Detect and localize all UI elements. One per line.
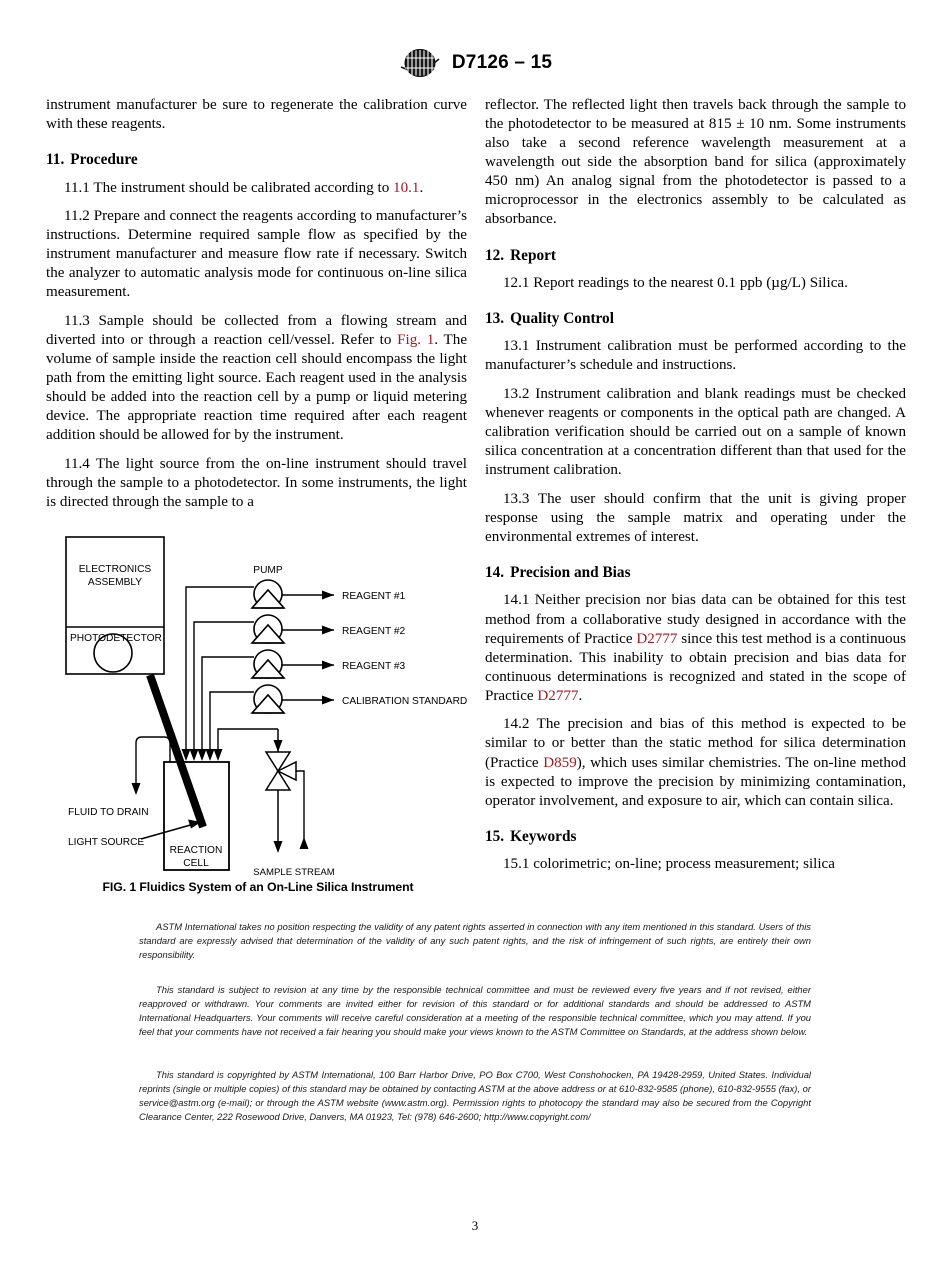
cross-reference-10-1[interactable]: 10.1 xyxy=(393,179,420,196)
paragraph-14-1-c: . xyxy=(578,687,583,704)
label-reagent-3: REAGENT #3 xyxy=(342,661,406,672)
label-sample-stream: SAMPLE STREAM xyxy=(253,867,335,878)
footer-patent-notice xyxy=(139,920,811,962)
paragraph-11-1-text: 11.1 The instrument should be calibrated according to xyxy=(64,179,394,196)
reagent-inlet-arrows xyxy=(322,591,334,705)
section-heading-13 xyxy=(485,309,906,328)
section-number-15: 15. xyxy=(485,827,505,845)
paragraph-13-2: 13.2 Instrument calibration and blank readings must be checked whenever reagents or components in the optical path are changed. A calibration verification should be carried out on a sample of known silica concentration at a concentration different than that used for the instrument calibration. xyxy=(485,385,906,479)
astm-logo xyxy=(398,48,442,78)
footer-patent-text: ASTM International takes no position respecting the validity of any patent rights asserted in connection with any item mentioned in this standard. Users of this standard are expressly advised that determination of the validity of any such patent rights, and the risk of infringement of such rights, are entirely their own responsibility. xyxy=(139,921,811,960)
cross-reference-d859[interactable]: D859 xyxy=(543,754,577,771)
label-fluid-to-drain: FLUID TO DRAIN xyxy=(68,807,149,818)
right-column xyxy=(485,96,906,874)
page-header xyxy=(0,48,950,78)
footer-revision-notice xyxy=(139,983,811,1039)
three-way-valve-icon xyxy=(266,752,296,790)
section-number-13: 13. xyxy=(485,309,505,327)
label-reaction-cell-line2: CELL xyxy=(183,858,209,869)
paragraph-11-1-tail: . xyxy=(419,179,424,196)
left-column xyxy=(46,96,467,512)
reaction-cell-inlet-arrows xyxy=(182,749,223,761)
label-reagent-2: REAGENT #2 xyxy=(342,626,406,637)
paragraph-11-3-text: 11.3 Sample should be collected from a flowing stream and diverted into or through a reaction cell/vessel. Refer to xyxy=(46,312,467,349)
label-pump: PUMP xyxy=(253,565,283,576)
page-number: 3 xyxy=(471,1218,479,1233)
section-title-14: Precision and Bias xyxy=(510,564,631,582)
electronics-assembly-box xyxy=(66,537,164,674)
paragraph-14-1 xyxy=(485,591,906,705)
section-number-14: 14. xyxy=(485,564,505,582)
label-electronics-assembly-line1: ELECTRONICS xyxy=(78,564,152,575)
label-light-source: LIGHT SOURCE xyxy=(68,837,145,848)
paragraph-11-1 xyxy=(46,179,467,198)
paragraph-14-2-b: ), which uses similar chemistries. The on-line method is expected to improve the precision by minimizing contamination, operator involvement, and exposure to air, which can contain silica. xyxy=(485,754,907,809)
section-title-13: Quality Control xyxy=(510,309,614,327)
paragraph-14-1-a: 14.1 Neither precision nor bias data can be obtained for this test method from a collaborative study designed in accordance with the requirements of Practice xyxy=(485,592,906,647)
section-heading-15 xyxy=(485,827,906,846)
cross-reference-fig-1[interactable]: Fig. 1 xyxy=(397,332,435,349)
section-number-12: 12. xyxy=(485,246,505,264)
paragraph-14-1-b: since this test method is a continuous determination. This inability to obtain precision and bias data for continuous determinations is recognized and stated in the scope of Practice xyxy=(485,630,907,704)
footer-copyright-notice xyxy=(139,1068,811,1124)
label-reagent-1: REAGENT #1 xyxy=(342,591,406,602)
section-heading-12 xyxy=(485,246,906,265)
cross-reference-d2777-second[interactable]: D2777 xyxy=(537,687,579,704)
figure-1-diagram xyxy=(46,527,470,902)
section-title-12: Report xyxy=(510,246,557,264)
paragraph-14-2-a: 14.2 The precision and bias of this method is expected to be similar to or better than the static method for silica determination (Practice xyxy=(485,716,906,771)
paragraph-14-2 xyxy=(485,715,906,810)
cross-reference-d2777-first[interactable]: D2777 xyxy=(636,630,678,647)
paragraph-11-3 xyxy=(46,312,467,446)
footer-copyright-text: This standard is copyrighted by ASTM International, 100 Barr Harbor Drive, PO Box C700, West Conshohocken, PA 19428-2959, United States. Individual reprints (single or multiple copies) of this standard may be obtained by contacting ASTM at the above address or at 610-832-9585 (phone), 610-832-9555 (fax), or service@astm.org (e-mail); or through the ASTM website (www.astm.org). Permission rights to photocopy the standard may also be secured from the Copyright Clearance Center, 222 Rosewood Drive, Danvers, MA 01923, Tel: (978) 646-2600; http://www.copyright.com/ xyxy=(139,1069,811,1122)
paragraph-11-3-tail: . The volume of sample inside the reaction cell should encompass the light path from the emitting light source. Each reagent used in the analysis should be added into the reaction cell by a pump or liquid metering device. The appropriate reaction time required after each reagent addition should be allowed for by the instrument. xyxy=(46,332,468,444)
label-calibration-standard: CALIBRATION STANDARD xyxy=(342,696,468,707)
footer-revision-text: This standard is subject to revision at any time by the responsible technical committee and must be reviewed every five years and if not revised, either reapproved or withdrawn. Your comments are invited either for revision of this standard or for additional standards and should be addressed to ASTM International Headquarters. Your comments will receive careful consideration at a meeting of the responsible technical committee, which you may attend. If you feel that your comments have not received a fair hearing you should make your views known to the ASTM Committee on Standards, at the address shown below. xyxy=(139,984,811,1037)
document-id: D7126 – 15 xyxy=(451,52,553,73)
paragraph-continued: instrument manufacturer be sure to regenerate the calibration curve with these reagents. xyxy=(46,97,467,133)
section-title-15: Keywords xyxy=(510,827,577,845)
label-electronics-assembly-line2: ASSEMBLY xyxy=(87,577,143,588)
section-number-11: 11. xyxy=(46,151,65,169)
paragraph-11-2: 11.2 Prepare and connect the reagents according to manufacturer’s instructions. Determine required sample flow as specified by the instrument manufacturer and measure flow rate if necessary. Switch the analyzer to automatic analysis mode for continuous on-line silica measurement. xyxy=(46,208,467,301)
drain-arrow xyxy=(132,783,141,795)
paragraph-12-1: 12.1 Report readings to the nearest 0.1 ppb (µg/L) Silica. xyxy=(503,274,848,291)
paragraph-11-4: 11.4 The light source from the on-line instrument should travel through the sample to a photodetector. In some instruments, the light is directed through the sample to a xyxy=(46,456,467,511)
label-reaction-cell-line1: REACTION xyxy=(169,845,223,856)
section-heading-14 xyxy=(485,563,906,582)
paragraph-15-1: 15.1 colorimetric; on-line; process measurement; silica xyxy=(503,856,835,873)
figure-1-caption: FIG. 1 Fluidics System of an On-Line Silica Instrument xyxy=(102,880,414,894)
paragraph-13-3: 13.3 The user should confirm that the unit is giving proper response using the sample matrix and operating under the environmental extremes of interest. xyxy=(485,490,906,546)
paragraph-13-1: 13.1 Instrument calibration must be performed according to the manufacturer’s schedule and instructions. xyxy=(485,338,906,374)
paragraph-continued-right: reflector. The reflected light then travels back through the sample to the photodetector to be measured at 815 ± 10 nm. Some instruments also take a second reference wavelength measurement at a wavelength out side the absorption band for silica (approximately 450 nm) An analog signal from the photodetector is passed to a microprocessor in the electronics assembly to be calculated as absorbance. xyxy=(485,97,906,228)
section-title-11: Procedure xyxy=(70,151,138,169)
label-photodetector: PHOTODETECTOR xyxy=(70,633,162,644)
section-heading-11 xyxy=(46,150,467,169)
